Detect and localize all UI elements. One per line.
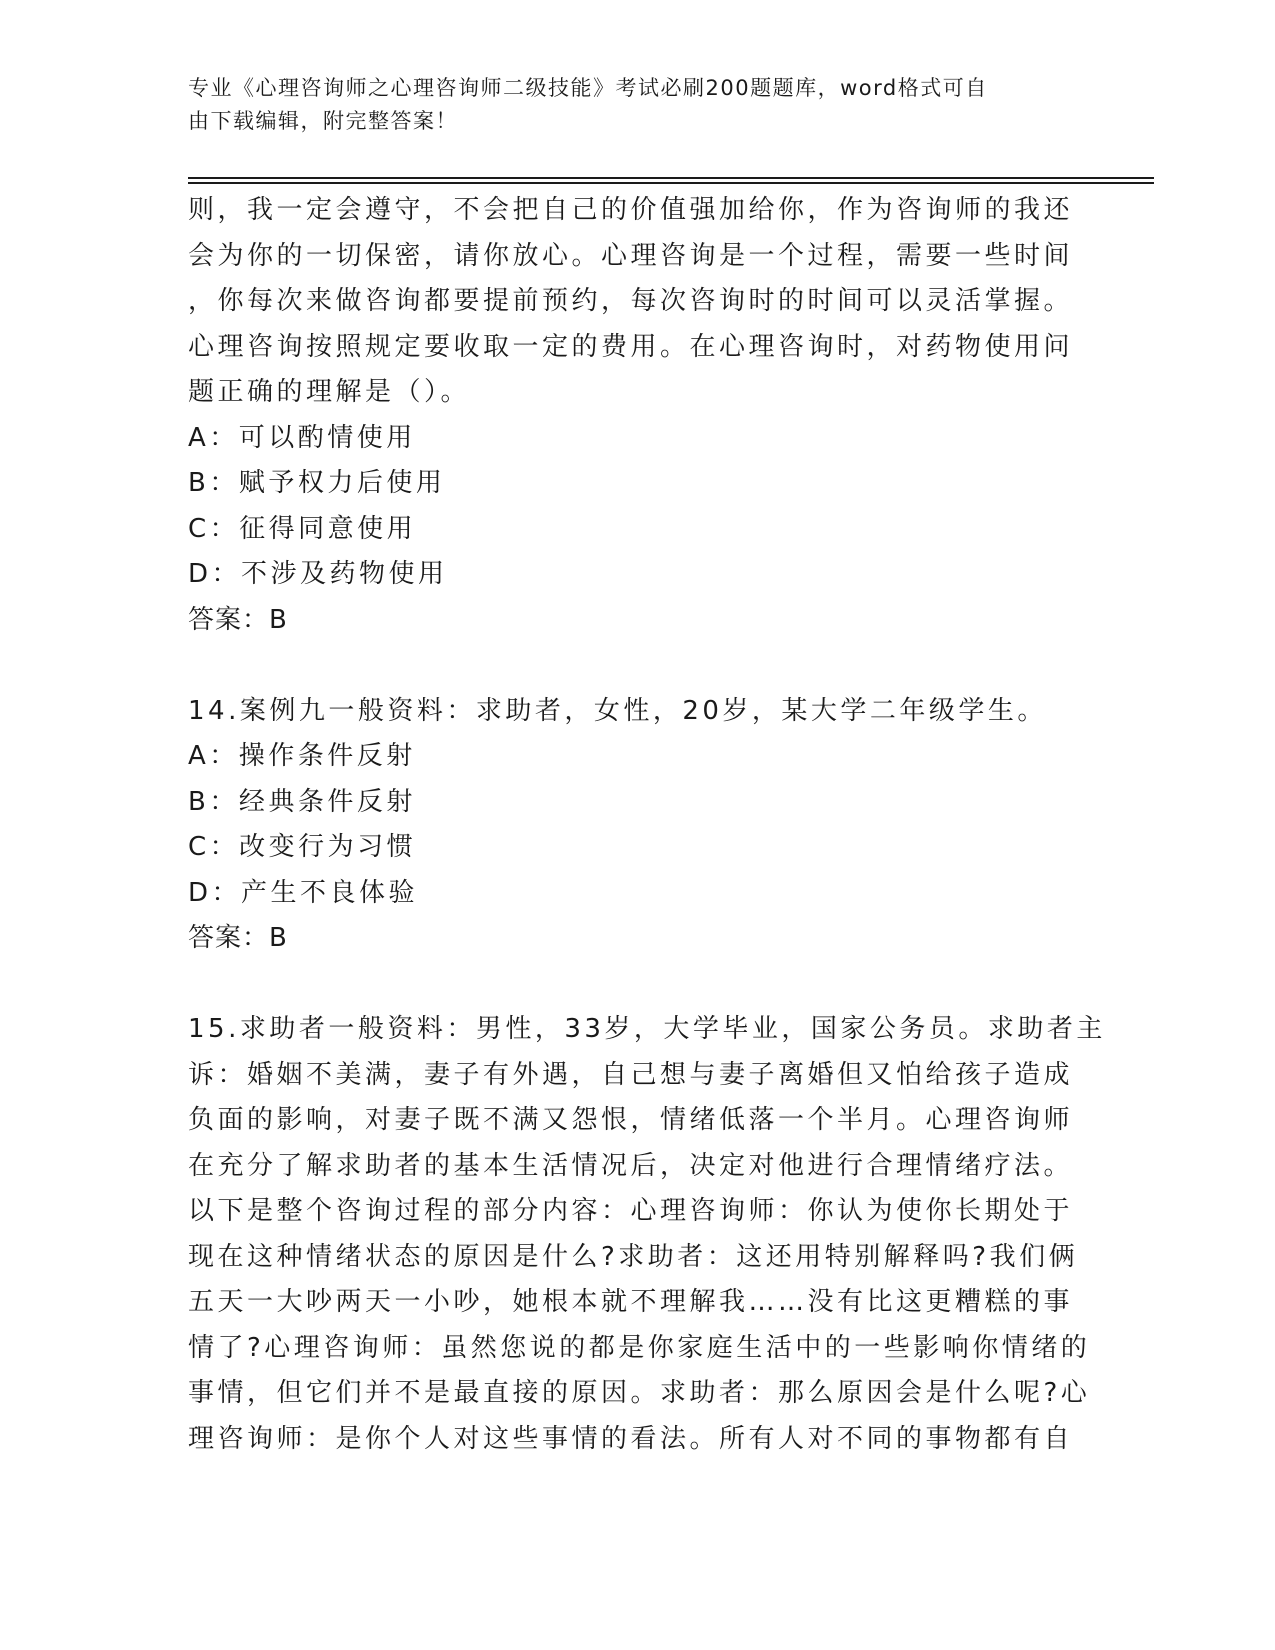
- header-line-2: 由下载编辑，附完整答案！: [188, 109, 458, 133]
- question-13-option-b: B：赋予权力后使用: [188, 468, 446, 498]
- question-14-option-c: C：改变行为习惯: [188, 832, 417, 862]
- header-line-1: 专业《心理咨询师之心理咨询师二级技能》考试必刷200题题库，word格式可自: [188, 76, 988, 100]
- question-13-text-line: ，你每次来做咨询都要提前预约，每次咨询时的时间可以灵活掌握。: [188, 286, 1074, 316]
- question-14-option-a: A：操作条件反射: [188, 741, 416, 771]
- question-13-option-a: A：可以酌情使用: [188, 422, 416, 453]
- question-13-text-line: 则，我一定会遵守，不会把自己的价值强加给你，作为咨询师的我还: [188, 195, 1074, 225]
- question-15-text-line: 以下是整个咨询过程的部分内容：心理咨询师：你认为使你长期处于: [188, 1196, 1074, 1226]
- question-14: [188, 689, 1088, 962]
- header-divider-top: [188, 177, 1154, 179]
- document-header: [188, 72, 1068, 138]
- question-15-text-line: 15.求助者一般资料：男性，33岁，大学毕业，国家公务员。求助者主: [188, 1014, 1106, 1044]
- question-13-text-line: 心理咨询按照规定要收取一定的费用。在心理咨询时，对药物使用问: [188, 331, 1074, 362]
- question-15-text-line: 现在这种情绪状态的原因是什么?求助者：这还用特别解释吗?我们俩: [188, 1241, 1079, 1272]
- question-13-option-d: D：不涉及药物使用: [188, 559, 448, 589]
- header-divider-bottom: [188, 182, 1154, 184]
- question-15-text-line: 理咨询师：是你个人对这些事情的看法。所有人对不同的事物都有自: [188, 1423, 1074, 1454]
- question-13-option-c: C：征得同意使用: [188, 513, 417, 544]
- question-13-text-line: 题正确的理解是（）。: [188, 377, 471, 407]
- question-15-text-line: 诉：婚姻不美满，妻子有外遇，自己想与妻子离婚但又怕给孩子造成: [188, 1059, 1074, 1090]
- question-14-answer: 答案：B: [188, 923, 288, 953]
- document-body: [188, 188, 1106, 1462]
- question-13: [188, 188, 1088, 643]
- question-13-answer: 答案：B: [188, 604, 288, 635]
- question-13-text-line: 会为你的一切保密，请你放心。心理咨询是一个过程，需要一些时间: [188, 240, 1074, 271]
- question-15-text-line: 五天一大吵两天一小吵，她根本就不理解我……没有比这更糟糕的事: [188, 1287, 1074, 1317]
- question-15-text-line: 情了?心理咨询师：虽然您说的都是你家庭生活中的一些影响你情绪的: [188, 1332, 1091, 1363]
- question-15: [188, 1007, 1106, 1462]
- question-14-option-d: D：产生不良体验: [188, 877, 419, 908]
- question-14-stem: 14.案例九一般资料：求助者，女性，20岁，某大学二年级学生。: [188, 695, 1047, 726]
- question-spacer: [188, 962, 1088, 1008]
- question-15-text-line: 负面的影响，对妻子既不满又怨恨，情绪低落一个半月。心理咨询师: [188, 1105, 1074, 1135]
- question-spacer: [188, 643, 1088, 689]
- question-15-text-line: 事情，但它们并不是最直接的原因。求助者：那么原因会是什么呢?心: [188, 1378, 1091, 1408]
- question-14-option-b: B：经典条件反射: [188, 786, 416, 817]
- question-15-text-line: 在充分了解求助者的基本生活情况后，决定对他进行合理情绪疗法。: [188, 1150, 1074, 1181]
